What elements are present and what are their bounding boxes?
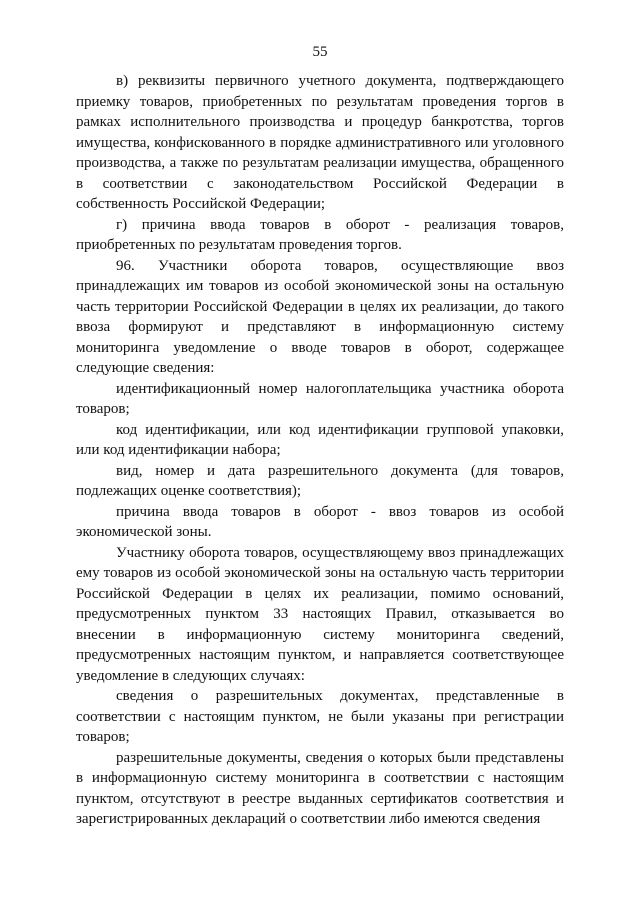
paragraph-v-requisites: в) реквизиты первичного учетного документа, подтверждающего приемку товаров, приобретенных по результатам проведения торгов в рамках исполнительного производства и процедур банкротства, торгов имущества, конфискованного в порядке административного или уголовного производства, а также по результатам реализации имущества, обращенного в соответствии с законодательством Российской Федерации в собственность Российской Федерации;	[76, 73, 564, 212]
paragraph-permit-document: вид, номер и дата разрешительного документа (для товаров, подлежащих оценке соответствия);	[76, 462, 564, 499]
page-number: 55	[312, 44, 328, 60]
paragraph-identification-code: код идентификации, или код идентификации групповой упаковки, или код идентификации набора;	[76, 421, 564, 458]
paragraph-96: 96. Участники оборота товаров, осуществляющие ввоз принадлежащих им товаров из особой экономической зоны на остальную часть территории Российской Федерации в целях их реализации, до такого ввоза формируют и представляют в информационную систему мониторинга уведомление о вводе товаров в оборот, содержащее следующие сведения:	[76, 257, 564, 376]
paragraph-input-reason: причина ввода товаров в оборот - ввоз товаров из особой экономической зоны.	[76, 503, 564, 540]
paragraph-permit-not-registered: разрешительные документы, сведения о которых были представлены в информационную систему мониторинга в соответствии с настоящим пунктом, отсутствуют в реестре выданных сертификатов соответствия и зарегистрированных деклараций о соответствии либо имеются сведения	[76, 749, 564, 827]
paragraph-g-reason: г) причина ввода товаров в оборот - реализация товаров, приобретенных по результатам проведения торгов.	[76, 216, 564, 253]
paragraph-inn: идентификационный номер налогоплательщика участника оборота товаров;	[76, 380, 564, 417]
paragraph-permit-info-missing: сведения о разрешительных документах, представленные в соответствии с настоящим пунктом, не были указаны при регистрации товаров;	[76, 688, 564, 745]
paragraph-refusal: Участнику оборота товаров, осуществляющему ввоз принадлежащих ему товаров из особой экономической зоны на остальную часть территории Российской Федерации в целях их реализации, помимо оснований, предусмотренных пунктом 33 настоящих Правил, отказывается во внесении в информационную систему мониторинга сведений, предусмотренных настоящим пунктом, и направляется соответствующее уведомление в следующих случаях:	[76, 544, 564, 684]
document-body	[76, 71, 564, 830]
